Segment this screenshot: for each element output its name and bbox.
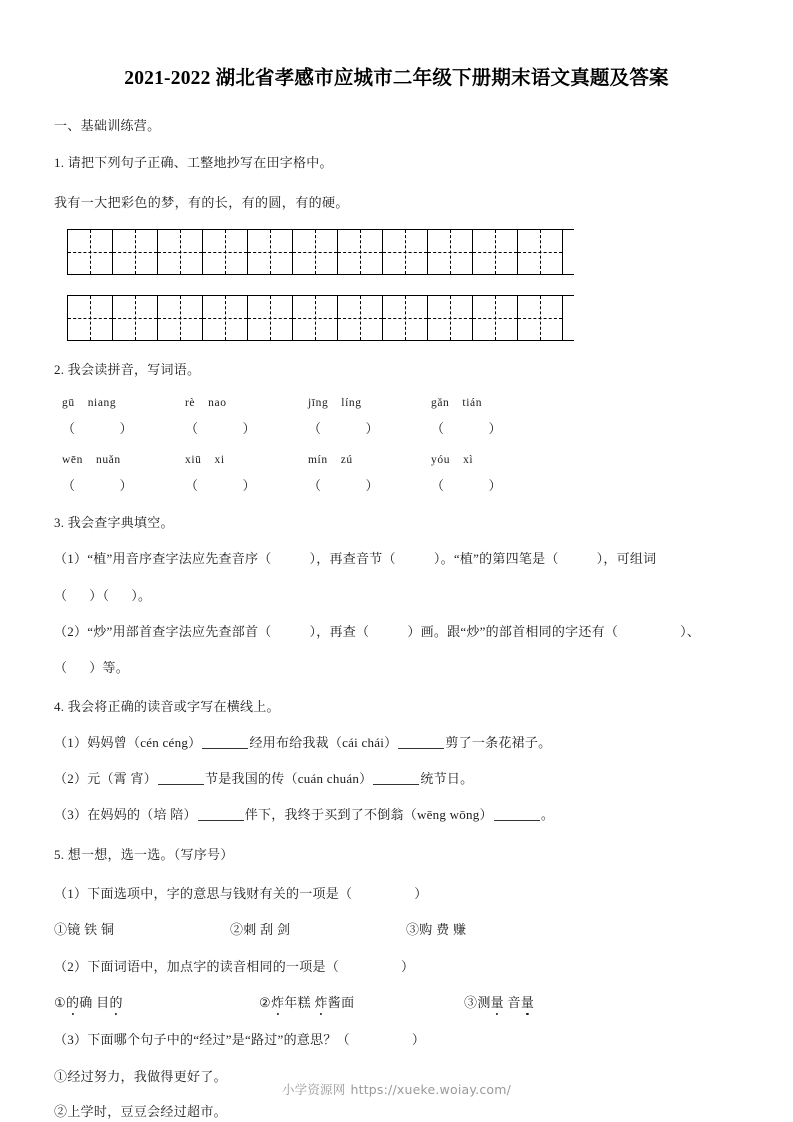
pinyin-syllable: nuǎn — [95, 454, 121, 467]
tianzige-cell[interactable] — [68, 296, 113, 340]
q5-s2-option[interactable] — [54, 992, 259, 1011]
question-3-item-1-cont — [54, 586, 739, 606]
emphasis-dotted-char: 炸 — [271, 992, 284, 1011]
pinyin-syllable: tián — [462, 397, 483, 410]
question-5-sub-1 — [54, 884, 739, 904]
option-char: 音 — [507, 994, 521, 1010]
option-char: 目 — [96, 994, 110, 1010]
emphasis-dotted-char: 量 — [521, 992, 534, 1011]
tianzige-cell[interactable] — [203, 230, 248, 274]
answer-bracket[interactable]: （ ） — [185, 478, 257, 494]
answer-bracket-row — [54, 475, 739, 494]
q3-i1-text-d: ），可组词 — [596, 551, 657, 567]
q4-i3-text-c: 。 — [540, 807, 555, 823]
q3-i2-text-f: ）等。 — [89, 659, 130, 675]
tianzige-cell[interactable] — [338, 296, 383, 340]
q3-i1-text-a: （1）“植”用音序查字法应先查音序（ — [54, 551, 272, 567]
tianzige-cell[interactable] — [248, 230, 293, 274]
tianzige-cell[interactable] — [158, 230, 203, 274]
pinyin-syllables — [431, 454, 486, 466]
tianzige-cell[interactable] — [518, 296, 563, 340]
pinyin-syllable: gū — [62, 397, 75, 410]
answer-bracket[interactable]: （ ） — [185, 421, 257, 437]
question-2-prompt: 2. 我会读拼音，写词语。 — [54, 362, 201, 378]
q3-i2-text-c: ）画。跟“炒”的部首相同的字还有（ — [407, 623, 619, 639]
q5-s2-text-a: （2）下面词语中，加点字的读音相同的一项是（ — [54, 958, 340, 974]
q5-s3-text-a: （3）下面哪个句子中的“经过”是“路过”的意思？（ — [54, 1031, 350, 1047]
pinyin-syllable: xì — [463, 454, 474, 467]
q5-s2-option[interactable] — [464, 992, 669, 1011]
pinyin-syllable: wēn — [62, 454, 83, 467]
pinyin-group — [62, 454, 185, 466]
tianzige-cell[interactable] — [338, 230, 383, 274]
q4-i2-text-c: 统节日。 — [420, 771, 474, 787]
pinyin-group — [308, 397, 431, 409]
q3-i1-text-g: ）。 — [131, 587, 152, 603]
section-heading-one: 一、基础训练营。 — [54, 118, 161, 133]
pinyin-syllable: zú — [340, 454, 353, 467]
question-4-item-2 — [54, 769, 739, 789]
question-1-prompt: 1. 请把下列句子正确、工整地抄写在田字格中。 — [54, 155, 333, 170]
pinyin-syllable: niang — [87, 397, 117, 410]
pinyin-syllables — [308, 397, 375, 409]
pinyin-syllable: xi — [214, 454, 225, 467]
q5-s2-options — [54, 992, 739, 1011]
tianzige-cell[interactable] — [248, 296, 293, 340]
q3-i1-text-b: ），再查音节（ — [309, 551, 396, 567]
question-3-item-2-cont — [54, 658, 739, 678]
tianzige-cell[interactable] — [113, 296, 158, 340]
pinyin-syllables — [185, 397, 240, 409]
tianzige-cell[interactable] — [473, 230, 518, 274]
tianzige-grid-container — [54, 229, 739, 341]
question-5-prompt: 5. 想一想，选一选。（写序号） — [54, 846, 234, 862]
q4-i1-text-a: （1）妈妈曾（cén céng） — [54, 735, 202, 751]
question-3-prompt: 3. 我会查字典填空。 — [54, 515, 174, 531]
tianzige-cell[interactable] — [113, 230, 158, 274]
option-char: 年糕 — [284, 994, 311, 1010]
sentence-before-emphasis: 经过 — [67, 1069, 94, 1085]
answer-bracket[interactable]: （ ） — [62, 478, 134, 494]
q3-i1-text-f: ）（ — [89, 587, 110, 603]
q5-s3-text-b: ） — [411, 1031, 426, 1047]
option-number: ① — [54, 1069, 68, 1085]
tianzige-row[interactable] — [67, 295, 574, 341]
pinyin-answer-area — [54, 397, 739, 494]
q4-i3-text-b: 伴下，我终于买到了不倒翁（wēng wōng） — [244, 807, 493, 823]
question-4-item-3 — [54, 805, 739, 825]
question-1-sentence: 我有一大把彩色的梦，有的长，有的圆，有的硬。 — [54, 195, 349, 211]
emphasis-dotted-char: 炸 — [314, 992, 327, 1011]
q4-i3-text-a: （3）在妈妈的（培 陪） — [54, 807, 197, 823]
q5-s1-option-3[interactable]: ③购 费 赚 — [406, 921, 467, 937]
q5-s1-text-b: ） — [414, 885, 428, 901]
pinyin-group — [308, 454, 431, 466]
answer-bracket[interactable]: （ ） — [431, 478, 503, 494]
q5-s2-option[interactable] — [259, 992, 464, 1011]
pinyin-syllables — [431, 397, 495, 409]
emphasis-dotted-char: 的 — [109, 992, 122, 1011]
answer-bracket[interactable]: （ ） — [308, 421, 380, 437]
pinyin-group — [185, 454, 308, 466]
tianzige-cell[interactable] — [203, 296, 248, 340]
q5-s2-text-b: ） — [401, 958, 415, 974]
q3-i1-text-c: ）。“植”的第四笔是（ — [433, 551, 559, 567]
tianzige-cell[interactable] — [383, 230, 428, 274]
page-title: 2021-2022 湖北省孝感市应城市二年级下册期末语文真题及答案 — [124, 68, 669, 89]
q3-i2-text-d: ）、 — [680, 623, 701, 639]
question-5-sub-2 — [54, 957, 739, 977]
question-4-item-1 — [54, 733, 739, 753]
q5-s1-option-1[interactable]: ①镜 铁 铜 — [54, 921, 115, 937]
pinyin-syllables — [185, 454, 238, 466]
question-3-item-1 — [54, 549, 739, 569]
q4-i2-text-b: 节是我国的传（cuán chuán） — [205, 771, 373, 787]
pinyin-syllable: nao — [208, 397, 227, 410]
pinyin-group — [62, 397, 185, 409]
pinyin-syllables — [308, 454, 366, 466]
tianzige-cell[interactable] — [473, 296, 518, 340]
pinyin-syllable: yóu — [431, 454, 451, 467]
q5-s1-option-2[interactable]: ②刺 刮 剑 — [230, 921, 291, 937]
answer-bracket[interactable]: （ ） — [62, 421, 134, 437]
footer-site-name: 小学资源网 — [281, 1082, 346, 1097]
pinyin-syllable: mín — [308, 454, 328, 467]
pinyin-group — [185, 397, 308, 409]
pinyin-syllable: jīng — [308, 397, 329, 410]
q3-i2-text-a: （2）“炒”用部首查字法应先查部首（ — [54, 623, 272, 639]
option-number: ① — [54, 994, 66, 1010]
q4-i1-text-c: 剪了一条花裙子。 — [445, 735, 552, 751]
option-char: 确 — [79, 994, 93, 1010]
pinyin-row — [54, 397, 739, 409]
pinyin-syllable: xiū — [185, 454, 202, 467]
q3-i2-text-b: ），再查（ — [309, 623, 370, 639]
tianzige-cell[interactable] — [428, 296, 473, 340]
pinyin-syllable: rè — [185, 397, 196, 410]
question-5-sub-3 — [54, 1030, 739, 1050]
option-number: ② — [54, 1104, 68, 1120]
answer-bracket[interactable]: （ ） — [308, 478, 380, 494]
tianzige-cell[interactable] — [293, 296, 338, 340]
sentence-after-emphasis: 努力，我做得更好了。 — [93, 1069, 227, 1085]
footer-url: https://xueke.woiay.com/ — [350, 1082, 512, 1097]
answer-bracket-row — [54, 418, 739, 437]
tianzige-cell[interactable] — [518, 230, 563, 274]
option-number: ③ — [464, 994, 478, 1010]
question-3-item-2 — [54, 622, 739, 642]
q5-s3-sentence-option[interactable] — [54, 1101, 739, 1120]
tianzige-row[interactable] — [67, 229, 574, 275]
q4-i1-blank-2[interactable] — [398, 748, 444, 749]
tianzige-cell[interactable] — [158, 296, 203, 340]
tianzige-cell[interactable] — [68, 230, 113, 274]
q5-s1-text-a: （1）下面选项中，字的意思与钱财有关的一项是（ — [54, 885, 353, 901]
q4-i1-blank-1[interactable] — [202, 748, 248, 749]
pinyin-syllables — [62, 454, 134, 466]
pinyin-group — [431, 397, 554, 409]
q5-s1-options — [54, 919, 739, 938]
question-4-prompt: 4. 我会将正确的读音或字写在横线上。 — [54, 698, 280, 714]
sentence-before-emphasis: 上学时，豆豆会经过 — [67, 1104, 188, 1120]
tianzige-cell[interactable] — [293, 230, 338, 274]
q4-i2-blank-1[interactable] — [158, 784, 204, 785]
sentence-after-emphasis: 超市。 — [187, 1104, 227, 1120]
tianzige-cell[interactable] — [383, 296, 428, 340]
pinyin-row — [54, 454, 739, 466]
pinyin-syllable: líng — [341, 397, 362, 410]
q4-i3-blank-1[interactable] — [198, 820, 244, 821]
pinyin-group — [431, 454, 554, 466]
q4-i2-text-a: （2）元（霄 宵） — [54, 771, 158, 787]
footer-watermark — [0, 1080, 793, 1098]
emphasis-dotted-char: 量 — [491, 992, 504, 1011]
q4-i2-blank-2[interactable] — [373, 784, 419, 785]
tianzige-cell[interactable] — [428, 230, 473, 274]
answer-bracket[interactable]: （ ） — [431, 421, 503, 437]
option-number: ② — [259, 994, 271, 1010]
q3-i2-text-e: （ — [54, 659, 68, 675]
option-char: 测 — [477, 994, 491, 1010]
pinyin-syllables — [62, 397, 129, 409]
emphasis-dotted-char: 的 — [66, 992, 79, 1011]
q4-i3-blank-2[interactable] — [494, 820, 540, 821]
option-char: 酱面 — [327, 994, 355, 1010]
pinyin-syllable: gǎn — [431, 397, 450, 410]
q3-i1-text-e: （ — [54, 587, 68, 603]
q4-i1-text-b: 经用布给我裁（cái chái） — [249, 735, 398, 751]
